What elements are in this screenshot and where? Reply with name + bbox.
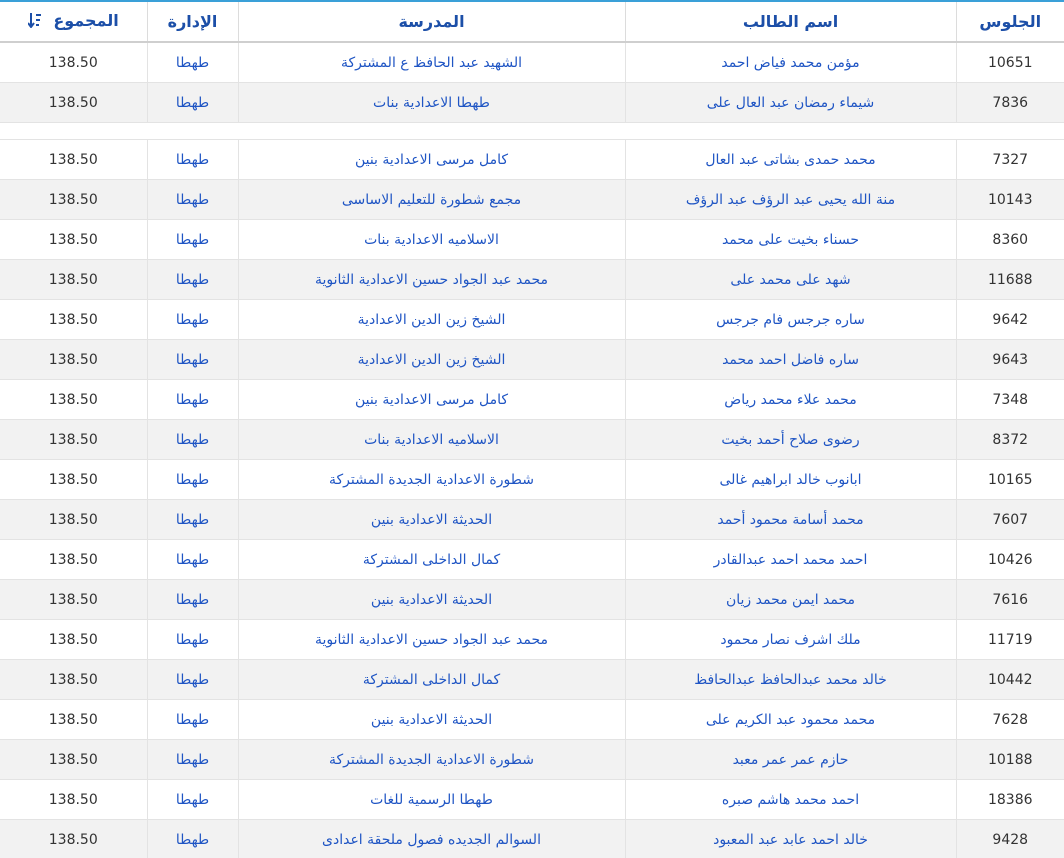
school-link[interactable]: الشهيد عبد الحافظ ع المشتركة bbox=[238, 42, 625, 83]
total-cell: 138.50 bbox=[0, 83, 147, 123]
student-name-link[interactable]: محمد علاء محمد رياض bbox=[625, 380, 956, 420]
admin-link[interactable]: طهطا bbox=[147, 300, 238, 340]
table-row bbox=[0, 780, 1064, 820]
student-name-link[interactable]: خالد محمد عبدالحافظ عبدالحافظ bbox=[625, 660, 956, 700]
school-link[interactable]: كمال الداخلى المشتركة bbox=[238, 660, 625, 700]
total-cell: 138.50 bbox=[0, 340, 147, 380]
header-name[interactable]: اسم الطالب bbox=[625, 2, 956, 42]
table-row bbox=[0, 340, 1064, 380]
total-cell: 138.50 bbox=[0, 700, 147, 740]
admin-link[interactable]: طهطا bbox=[147, 42, 238, 83]
school-link[interactable]: الشيخ زين الدين الاعدادية bbox=[238, 300, 625, 340]
admin-link[interactable]: طهطا bbox=[147, 540, 238, 580]
school-link[interactable]: محمد عبد الجواد حسين الاعدادية الثانوية bbox=[238, 260, 625, 300]
student-name-link[interactable]: احمد محمد احمد عبدالقادر bbox=[625, 540, 956, 580]
seat-cell: 9428 bbox=[956, 820, 1064, 858]
total-cell: 138.50 bbox=[0, 420, 147, 460]
total-cell: 138.50 bbox=[0, 500, 147, 540]
admin-link[interactable]: طهطا bbox=[147, 580, 238, 620]
total-cell: 138.50 bbox=[0, 780, 147, 820]
school-link[interactable]: الحديثة الاعدادية بنين bbox=[238, 580, 625, 620]
admin-link[interactable]: طهطا bbox=[147, 740, 238, 780]
table-row bbox=[0, 380, 1064, 420]
school-link[interactable]: مجمع شطورة للتعليم الاساسى bbox=[238, 180, 625, 220]
student-name-link[interactable]: ملك اشرف نصار محمود bbox=[625, 620, 956, 660]
admin-link[interactable]: طهطا bbox=[147, 700, 238, 740]
table-row bbox=[0, 700, 1064, 740]
table-row bbox=[0, 42, 1064, 83]
table-gap bbox=[0, 123, 1064, 140]
school-link[interactable]: الحديثة الاعدادية بنين bbox=[238, 700, 625, 740]
total-cell: 138.50 bbox=[0, 460, 147, 500]
total-cell: 138.50 bbox=[0, 140, 147, 180]
table-row bbox=[0, 300, 1064, 340]
total-cell: 138.50 bbox=[0, 580, 147, 620]
school-link[interactable]: كامل مرسى الاعدادية بنين bbox=[238, 380, 625, 420]
header-row bbox=[0, 2, 1064, 42]
table-body-top bbox=[0, 42, 1064, 123]
seat-cell: 7607 bbox=[956, 500, 1064, 540]
student-name-link[interactable]: محمد حمدى بشاتى عبد العال bbox=[625, 140, 956, 180]
total-cell: 138.50 bbox=[0, 300, 147, 340]
table-body bbox=[0, 140, 1064, 858]
sort-descending-icon[interactable] bbox=[28, 12, 42, 32]
seat-cell: 9643 bbox=[956, 340, 1064, 380]
total-cell: 138.50 bbox=[0, 380, 147, 420]
table-row bbox=[0, 220, 1064, 260]
seat-cell: 11719 bbox=[956, 620, 1064, 660]
school-link[interactable]: السوالم الجديده فصول ملحقة اعدادى bbox=[238, 820, 625, 858]
results-table bbox=[0, 2, 1064, 858]
seat-cell: 18386 bbox=[956, 780, 1064, 820]
student-name-link[interactable]: شهد على محمد على bbox=[625, 260, 956, 300]
school-link[interactable]: الحديثة الاعدادية بنين bbox=[238, 500, 625, 540]
header-seat[interactable]: الجلوس bbox=[956, 2, 1064, 42]
student-name-link[interactable]: حسناء بخيت على محمد bbox=[625, 220, 956, 260]
school-link[interactable]: طهطا الاعدادية بنات bbox=[238, 83, 625, 123]
seat-cell: 7616 bbox=[956, 580, 1064, 620]
table-row bbox=[0, 260, 1064, 300]
admin-link[interactable]: طهطا bbox=[147, 140, 238, 180]
gap-row bbox=[0, 123, 1064, 140]
student-name-link[interactable]: رضوى صلاح أحمد بخيت bbox=[625, 420, 956, 460]
table-header bbox=[0, 2, 1064, 42]
seat-cell: 11688 bbox=[956, 260, 1064, 300]
admin-link[interactable]: طهطا bbox=[147, 260, 238, 300]
student-name-link[interactable]: محمد ايمن محمد زيان bbox=[625, 580, 956, 620]
table-row bbox=[0, 660, 1064, 700]
table-row bbox=[0, 420, 1064, 460]
admin-link[interactable]: طهطا bbox=[147, 500, 238, 540]
total-cell: 138.50 bbox=[0, 660, 147, 700]
school-link[interactable]: شطورة الاعدادية الجديدة المشتركة bbox=[238, 460, 625, 500]
total-cell: 138.50 bbox=[0, 540, 147, 580]
seat-cell: 10143 bbox=[956, 180, 1064, 220]
school-link[interactable]: الشيخ زين الدين الاعدادية bbox=[238, 340, 625, 380]
table-row bbox=[0, 620, 1064, 660]
admin-link[interactable]: طهطا bbox=[147, 83, 238, 123]
header-school[interactable]: المدرسة bbox=[238, 2, 625, 42]
seat-cell: 7628 bbox=[956, 700, 1064, 740]
school-link[interactable]: طهطا الرسمية للغات bbox=[238, 780, 625, 820]
school-link[interactable]: كمال الداخلى المشتركة bbox=[238, 540, 625, 580]
seat-cell: 10188 bbox=[956, 740, 1064, 780]
school-link[interactable]: الاسلاميه الاعدادية بنات bbox=[238, 220, 625, 260]
gap-cell bbox=[0, 123, 1064, 140]
admin-link[interactable]: طهطا bbox=[147, 660, 238, 700]
table-row bbox=[0, 740, 1064, 780]
seat-cell: 10651 bbox=[956, 42, 1064, 83]
admin-link[interactable]: طهطا bbox=[147, 340, 238, 380]
admin-link[interactable]: طهطا bbox=[147, 820, 238, 858]
admin-link[interactable]: طهطا bbox=[147, 620, 238, 660]
seat-cell: 9642 bbox=[956, 300, 1064, 340]
student-name-link[interactable]: خالد احمد عابد عبد المعبود bbox=[625, 820, 956, 858]
admin-link[interactable]: طهطا bbox=[147, 180, 238, 220]
school-link[interactable]: محمد عبد الجواد حسين الاعدادية الثانوية bbox=[238, 620, 625, 660]
student-name-link[interactable]: ساره فاضل احمد محمد bbox=[625, 340, 956, 380]
student-name-link[interactable]: ساره جرجس فام جرجس bbox=[625, 300, 956, 340]
admin-link[interactable]: طهطا bbox=[147, 380, 238, 420]
total-cell: 138.50 bbox=[0, 42, 147, 83]
student-name-link[interactable]: منة الله يحيى عبد الرؤف عبد الرؤف bbox=[625, 180, 956, 220]
seat-cell: 10426 bbox=[956, 540, 1064, 580]
school-link[interactable]: كامل مرسى الاعدادية بنين bbox=[238, 140, 625, 180]
table-row bbox=[0, 460, 1064, 500]
admin-link[interactable]: طهطا bbox=[147, 420, 238, 460]
header-admin[interactable]: الإدارة bbox=[147, 2, 238, 42]
admin-link[interactable]: طهطا bbox=[147, 220, 238, 260]
seat-cell: 10165 bbox=[956, 460, 1064, 500]
seat-cell: 7327 bbox=[956, 140, 1064, 180]
student-name-link[interactable]: شيماء رمضان عبد العال على bbox=[625, 83, 956, 123]
admin-link[interactable]: طهطا bbox=[147, 780, 238, 820]
student-name-link[interactable]: مؤمن محمد فياض احمد bbox=[625, 42, 956, 83]
total-cell: 138.50 bbox=[0, 220, 147, 260]
table-row bbox=[0, 180, 1064, 220]
student-name-link[interactable]: ابانوب خالد ابراهيم غالى bbox=[625, 460, 956, 500]
school-link[interactable]: شطورة الاعدادية الجديدة المشتركة bbox=[238, 740, 625, 780]
header-total[interactable] bbox=[0, 2, 147, 42]
seat-cell: 7348 bbox=[956, 380, 1064, 420]
seat-cell: 8360 bbox=[956, 220, 1064, 260]
total-cell: 138.50 bbox=[0, 820, 147, 858]
table-row bbox=[0, 500, 1064, 540]
total-cell: 138.50 bbox=[0, 260, 147, 300]
student-name-link[interactable]: محمد محمود عبد الكريم على bbox=[625, 700, 956, 740]
header-total-label: المجموع bbox=[53, 11, 119, 31]
student-name-link[interactable]: محمد أسامة محمود أحمد bbox=[625, 500, 956, 540]
table-row bbox=[0, 820, 1064, 858]
table-row bbox=[0, 540, 1064, 580]
total-cell: 138.50 bbox=[0, 180, 147, 220]
student-name-link[interactable]: احمد محمد هاشم صبره bbox=[625, 780, 956, 820]
total-cell: 138.50 bbox=[0, 620, 147, 660]
table-row bbox=[0, 83, 1064, 123]
student-name-link[interactable]: حازم عمر عمر معبد bbox=[625, 740, 956, 780]
admin-link[interactable]: طهطا bbox=[147, 460, 238, 500]
school-link[interactable]: الاسلاميه الاعدادية بنات bbox=[238, 420, 625, 460]
seat-cell: 7836 bbox=[956, 83, 1064, 123]
total-cell: 138.50 bbox=[0, 740, 147, 780]
seat-cell: 10442 bbox=[956, 660, 1064, 700]
table-row bbox=[0, 580, 1064, 620]
table-row bbox=[0, 140, 1064, 180]
seat-cell: 8372 bbox=[956, 420, 1064, 460]
